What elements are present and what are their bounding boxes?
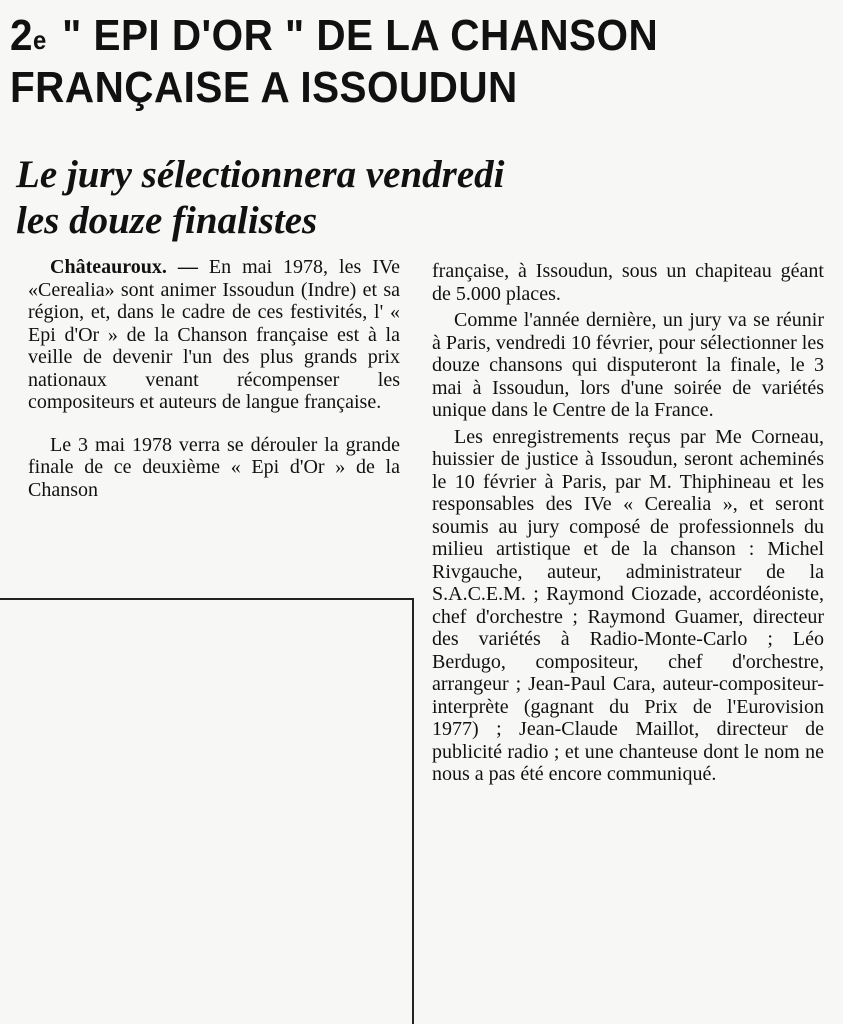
column-divider-vertical bbox=[412, 598, 414, 1024]
dateline: Châteauroux. — bbox=[50, 256, 198, 278]
column-divider-horizontal bbox=[0, 598, 414, 600]
headline-ordinal: 2 bbox=[10, 11, 33, 60]
article-paragraph: Les enregistrements reçus par Me Corneau, huissier de justice à Issoudun, seront acheminés le 10 février à Paris, par M. Thiphineau et les responsables des IVe « Cerealia », et seront soumis au jury composé de professionnels du milieu artistique et de la chanson : Michel Rivgauche, auteur, administrateur de la S.A.C.E.M. ; Raymond Ciozade, accordéoniste, chef d'orchestre ; Raymond Guamer, directeur des variétés à Radio-Monte-Carlo ; Léo Berdugo, compositeur, chef d'orchestre, arrangeur ; Jean-Paul Cara, auteur-compositeur-interprète (gagnant du Prix de l'Eurovision 1977) ; Jean-Claude Maillot, directeur de publicité radio ; et une chanteuse dont le nom ne nous a pas été encore communiqué. bbox=[432, 425, 824, 785]
subheadline bbox=[16, 152, 816, 244]
article-paragraph bbox=[28, 256, 400, 414]
subheadline-line-1: Le jury sélectionnera vendredi bbox=[16, 153, 505, 196]
article-paragraph: Le 3 mai 1978 verra se dérouler la grande finale de ce deuxième « Epi d'Or » de la Chanson bbox=[28, 433, 400, 501]
headline bbox=[10, 10, 764, 114]
headline-line-2: FRANÇAISE A ISSOUDUN bbox=[10, 63, 518, 112]
article-column-right bbox=[432, 260, 824, 786]
article-paragraph-text: En mai 1978, les IVe «Cerealia» sont animer Issoudun (Indre) et sa région, et, dans le cadre de ces festivités, l' « Epi d'Or » de la Chanson française est à la veille de devenir l'un des plus grands prix nationaux venant récompenser les compositeurs et auteurs de langue française. bbox=[28, 256, 401, 413]
article-paragraph: Comme l'année dernière, un jury va se réunir à Paris, vendredi 10 février, pour sélectionner les douze chansons qui disputeront la finale, le 3 mai à Issoudun, lors d'une soirée de variétés unique dans le Centre de la France. bbox=[432, 309, 824, 421]
article-column-left bbox=[28, 256, 400, 501]
headline-line-1 bbox=[10, 10, 764, 62]
headline-ordinal-suffix: e bbox=[32, 25, 47, 55]
headline-line-1-text: " EPI D'OR " DE LA CHANSON bbox=[62, 11, 659, 60]
subheadline-line-2: les douze finalistes bbox=[16, 199, 318, 242]
article-paragraph: française, à Issoudun, sous un chapiteau géant de 5.000 places. bbox=[432, 260, 824, 305]
